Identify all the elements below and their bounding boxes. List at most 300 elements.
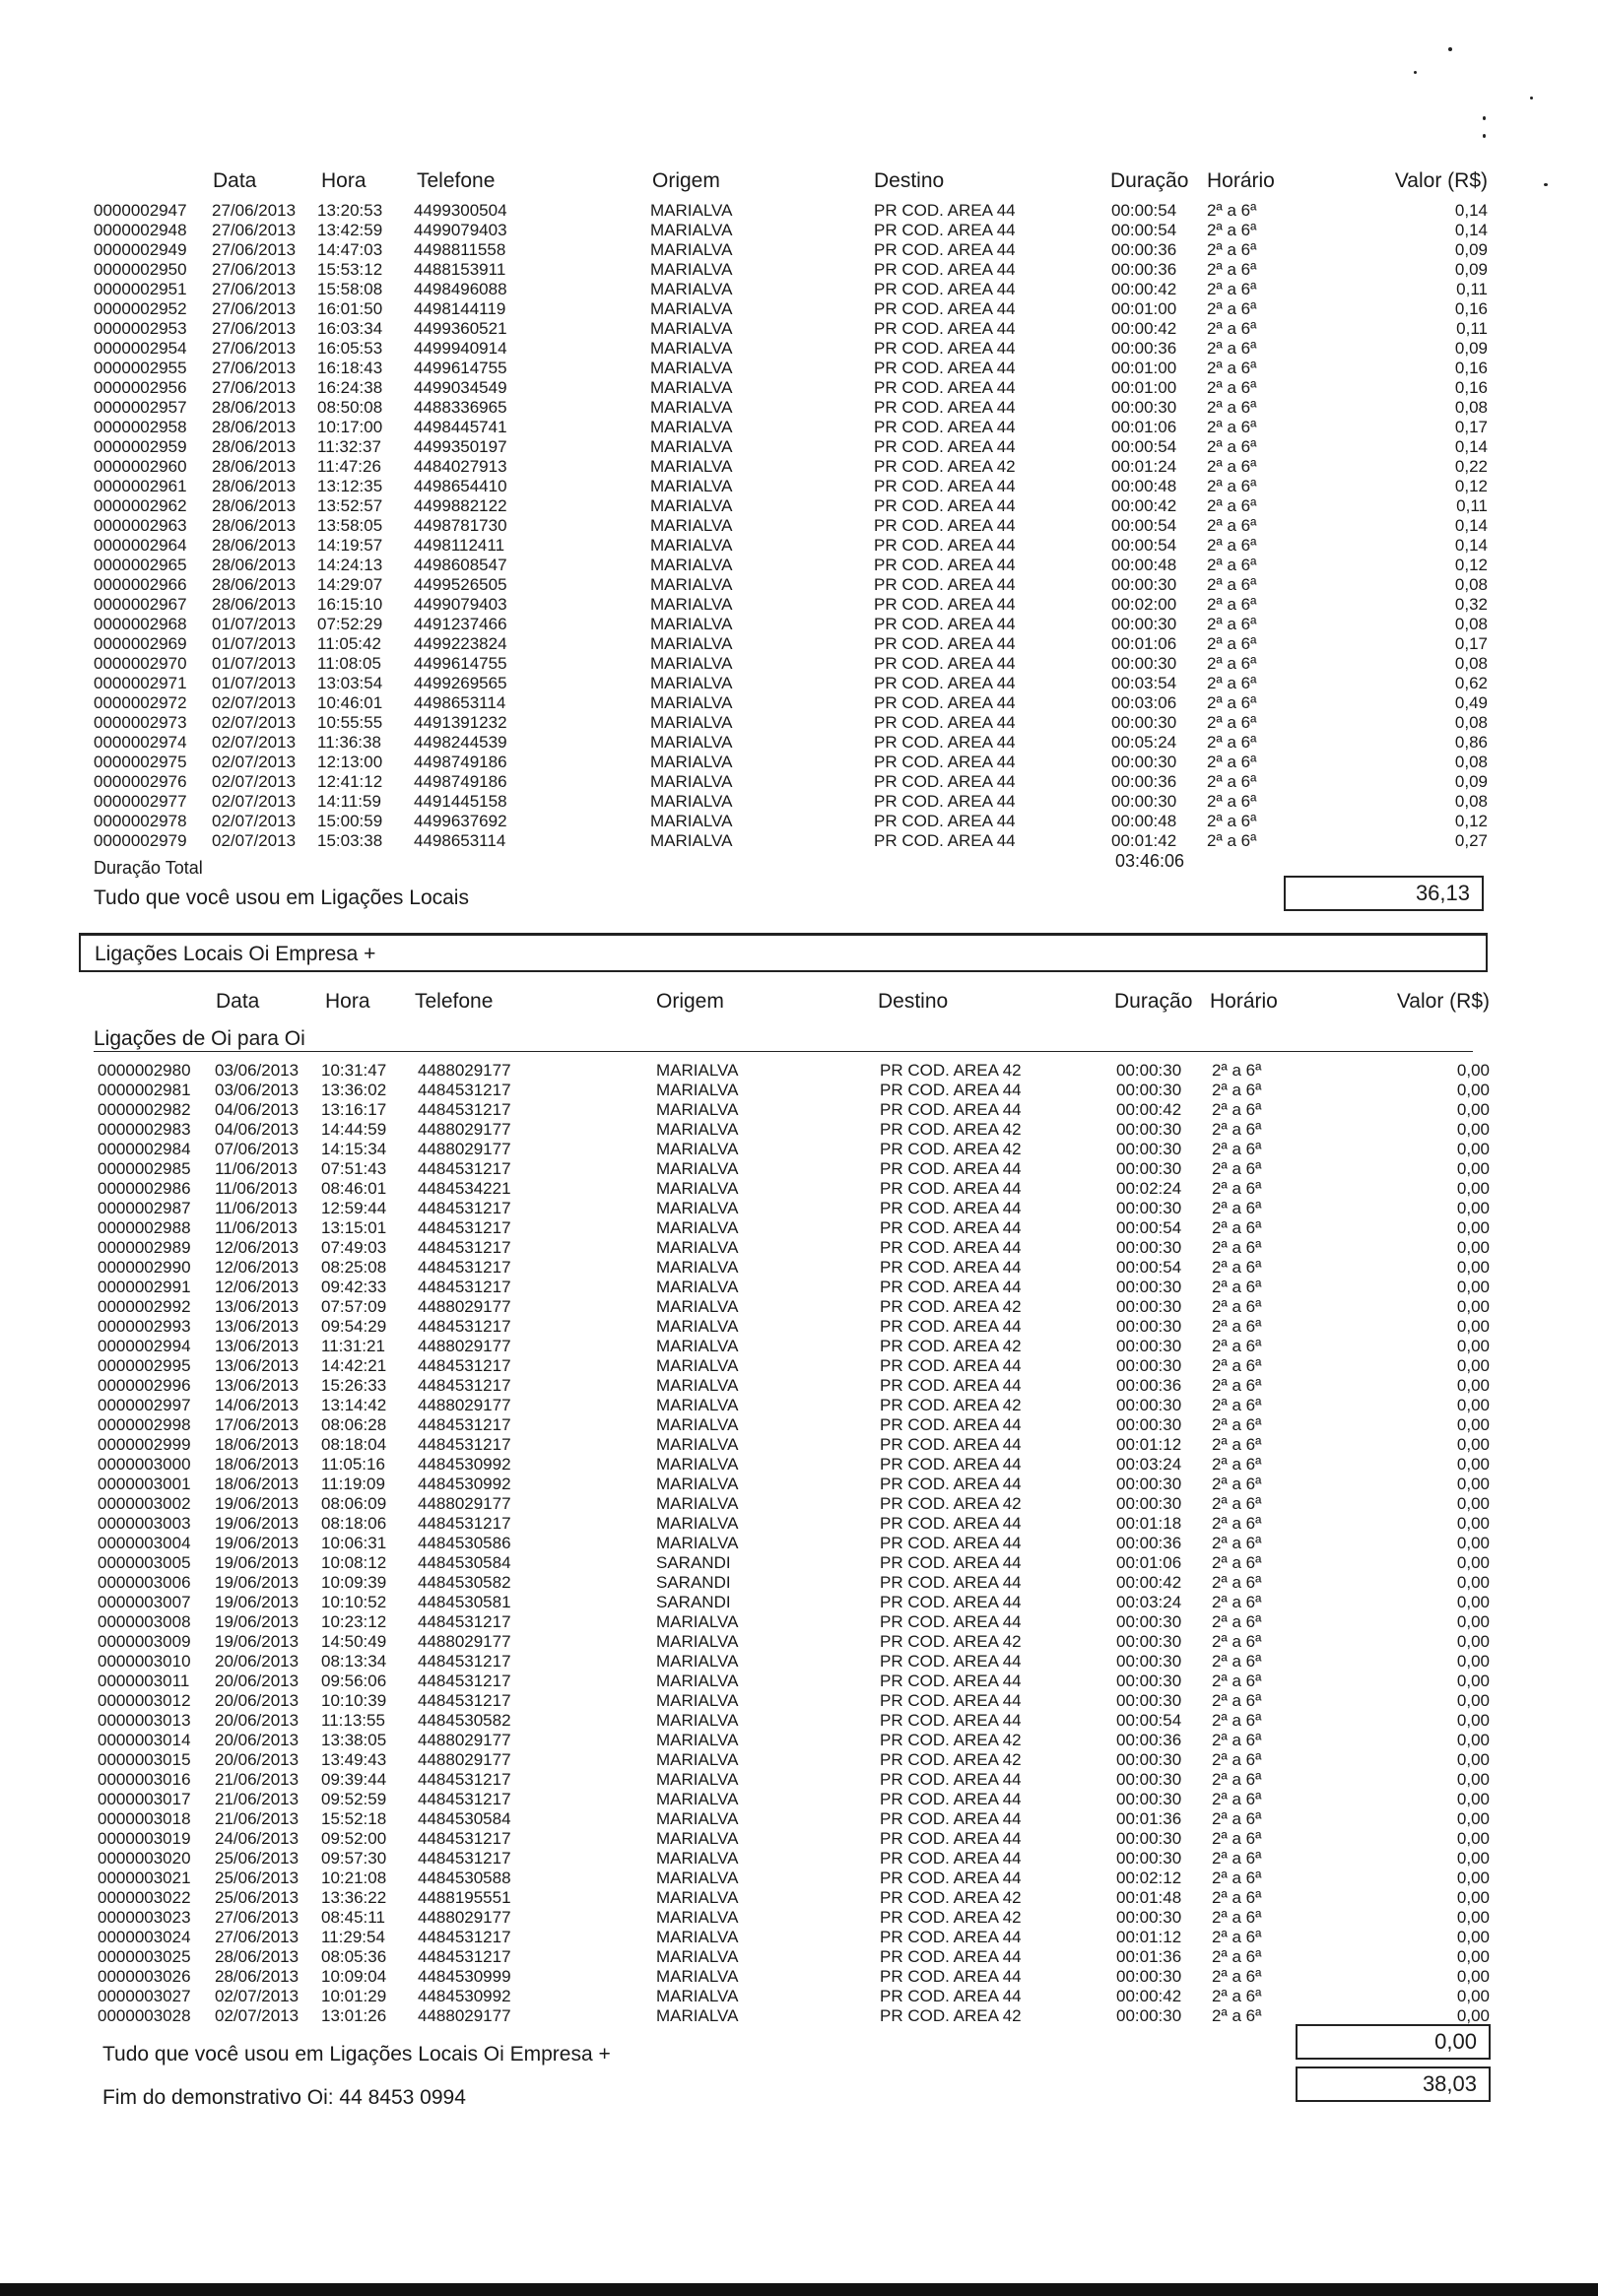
call-duration: 00:01:00 bbox=[1111, 378, 1177, 397]
call-schedule: 2ª a 6ª bbox=[1212, 1750, 1262, 1769]
call-phone: 4488153911 bbox=[414, 260, 506, 279]
call-schedule: 2ª a 6ª bbox=[1212, 1593, 1262, 1611]
call-phone: 4484531217 bbox=[418, 1218, 511, 1237]
call-time: 09:52:00 bbox=[321, 1829, 387, 1848]
call-origin: MARIALVA bbox=[656, 1514, 739, 1533]
table-row bbox=[0, 1691, 1598, 1711]
call-schedule: 2ª a 6ª bbox=[1212, 2006, 1262, 2025]
call-date: 20/06/2013 bbox=[215, 1711, 300, 1730]
call-id: 0000002990 bbox=[98, 1258, 191, 1277]
call-origin: MARIALVA bbox=[650, 792, 733, 811]
call-time: 09:42:33 bbox=[321, 1278, 387, 1296]
call-schedule: 2ª a 6ª bbox=[1212, 1376, 1262, 1395]
call-duration: 00:00:30 bbox=[1111, 654, 1177, 673]
call-duration: 00:00:30 bbox=[1111, 575, 1177, 594]
call-schedule: 2ª a 6ª bbox=[1212, 1061, 1262, 1080]
call-id: 0000002966 bbox=[94, 575, 187, 594]
call-destination: PR COD. AREA 44 bbox=[874, 201, 1016, 220]
table-row bbox=[0, 831, 1598, 851]
call-time: 09:52:59 bbox=[321, 1790, 387, 1808]
call-schedule: 2ª a 6ª bbox=[1207, 398, 1257, 417]
call-value: 0,00 bbox=[1456, 1455, 1490, 1474]
call-duration: 00:00:30 bbox=[1111, 792, 1177, 811]
call-phone: 4498811558 bbox=[414, 240, 506, 259]
call-date: 21/06/2013 bbox=[215, 1770, 300, 1789]
call-duration: 00:00:30 bbox=[1116, 1750, 1182, 1769]
call-value: 0,14 bbox=[1454, 437, 1488, 456]
table-row bbox=[0, 240, 1598, 260]
call-duration: 00:00:30 bbox=[1116, 1829, 1182, 1848]
call-origin: MARIALVA bbox=[650, 753, 733, 771]
scan-speck bbox=[1483, 116, 1486, 120]
call-origin: MARIALVA bbox=[656, 1061, 739, 1080]
call-origin: MARIALVA bbox=[656, 1435, 739, 1454]
call-value: 0,00 bbox=[1456, 1179, 1490, 1198]
call-phone: 4499034549 bbox=[414, 378, 507, 397]
call-destination: PR COD. AREA 44 bbox=[880, 1159, 1022, 1178]
table-row bbox=[0, 221, 1598, 240]
call-phone: 4484530584 bbox=[418, 1553, 511, 1572]
table-row bbox=[0, 457, 1598, 477]
call-destination: PR COD. AREA 44 bbox=[874, 418, 1016, 436]
call-origin: MARIALVA bbox=[656, 1120, 739, 1139]
call-id: 0000002987 bbox=[98, 1199, 191, 1217]
call-time: 15:52:18 bbox=[321, 1809, 387, 1828]
call-destination: PR COD. AREA 42 bbox=[880, 1494, 1022, 1513]
call-origin: MARIALVA bbox=[650, 496, 733, 515]
call-origin: MARIALVA bbox=[656, 1317, 739, 1336]
call-time: 12:13:00 bbox=[317, 753, 383, 771]
table-row bbox=[0, 1849, 1598, 1869]
call-duration: 00:00:30 bbox=[1116, 1159, 1182, 1178]
call-value: 0,00 bbox=[1456, 1278, 1490, 1296]
call-duration: 00:05:24 bbox=[1111, 733, 1177, 752]
call-id: 0000002965 bbox=[94, 556, 187, 574]
call-value: 0,08 bbox=[1454, 713, 1488, 732]
call-destination: PR COD. AREA 44 bbox=[880, 1100, 1022, 1119]
call-origin: MARIALVA bbox=[650, 595, 733, 614]
call-destination: PR COD. AREA 44 bbox=[880, 1612, 1022, 1631]
call-destination: PR COD. AREA 44 bbox=[874, 240, 1016, 259]
call-destination: PR COD. AREA 44 bbox=[880, 1849, 1022, 1868]
call-id: 0000002974 bbox=[94, 733, 187, 752]
call-duration: 00:00:30 bbox=[1116, 1849, 1182, 1868]
call-duration: 00:00:30 bbox=[1116, 1770, 1182, 1789]
call-date: 01/07/2013 bbox=[212, 615, 297, 633]
call-value: 0,00 bbox=[1456, 1691, 1490, 1710]
call-origin: MARIALVA bbox=[656, 1731, 739, 1749]
call-value: 0,12 bbox=[1454, 556, 1488, 574]
call-destination: PR COD. AREA 44 bbox=[880, 1238, 1022, 1257]
call-id: 0000002964 bbox=[94, 536, 187, 555]
call-origin: MARIALVA bbox=[650, 418, 733, 436]
call-phone: 4484531217 bbox=[418, 1435, 511, 1454]
call-duration: 00:00:30 bbox=[1116, 1494, 1182, 1513]
call-time: 09:57:30 bbox=[321, 1849, 387, 1868]
call-destination: PR COD. AREA 44 bbox=[874, 713, 1016, 732]
call-phone: 4484531217 bbox=[418, 1199, 511, 1217]
call-value: 0,00 bbox=[1456, 2006, 1490, 2025]
call-date: 28/06/2013 bbox=[212, 477, 297, 495]
call-id: 0000002984 bbox=[98, 1140, 191, 1158]
call-date: 02/07/2013 bbox=[212, 831, 297, 850]
call-origin: MARIALVA bbox=[650, 201, 733, 220]
call-date: 27/06/2013 bbox=[212, 319, 297, 338]
call-value: 0,09 bbox=[1454, 772, 1488, 791]
col-destino: Destino bbox=[874, 169, 945, 192]
col-hora: Hora bbox=[321, 169, 366, 192]
call-id: 0000003008 bbox=[98, 1612, 191, 1631]
call-duration: 00:00:30 bbox=[1116, 1140, 1182, 1158]
call-origin: MARIALVA bbox=[656, 1475, 739, 1493]
call-time: 08:18:06 bbox=[321, 1514, 387, 1533]
call-phone: 4488029177 bbox=[418, 1731, 511, 1749]
call-phone: 4484531217 bbox=[418, 1415, 511, 1434]
call-duration: 00:00:54 bbox=[1116, 1711, 1182, 1730]
call-time: 14:29:07 bbox=[317, 575, 383, 594]
call-phone: 4484027913 bbox=[414, 457, 507, 476]
call-origin: MARIALVA bbox=[656, 1258, 739, 1277]
call-origin: MARIALVA bbox=[656, 1081, 739, 1099]
call-value: 0,00 bbox=[1456, 1711, 1490, 1730]
call-schedule: 2ª a 6ª bbox=[1207, 359, 1257, 377]
col-telefone: Telefone bbox=[415, 990, 494, 1013]
call-origin: MARIALVA bbox=[656, 1396, 739, 1414]
call-id: 0000002957 bbox=[94, 398, 187, 417]
call-destination: PR COD. AREA 44 bbox=[874, 339, 1016, 358]
call-schedule: 2ª a 6ª bbox=[1212, 1691, 1262, 1710]
call-phone: 4484531217 bbox=[418, 1376, 511, 1395]
table-row bbox=[0, 1278, 1598, 1297]
call-schedule: 2ª a 6ª bbox=[1212, 1415, 1262, 1434]
call-schedule: 2ª a 6ª bbox=[1212, 1356, 1262, 1375]
call-duration: 00:03:24 bbox=[1116, 1593, 1182, 1611]
table-row bbox=[0, 1159, 1598, 1179]
call-value: 0,00 bbox=[1456, 1297, 1490, 1316]
call-origin: MARIALVA bbox=[656, 1376, 739, 1395]
call-time: 10:10:39 bbox=[321, 1691, 387, 1710]
call-duration: 00:00:30 bbox=[1116, 1691, 1182, 1710]
table-row bbox=[0, 1317, 1598, 1337]
table-row bbox=[0, 260, 1598, 280]
call-phone: 4499079403 bbox=[414, 595, 507, 614]
call-destination: PR COD. AREA 44 bbox=[880, 1278, 1022, 1296]
call-phone: 4484530582 bbox=[418, 1573, 511, 1592]
call-value: 0,00 bbox=[1456, 1790, 1490, 1808]
call-value: 0,00 bbox=[1456, 1750, 1490, 1769]
call-origin: SARANDI bbox=[656, 1593, 731, 1611]
call-value: 0,11 bbox=[1456, 496, 1488, 515]
call-date: 19/06/2013 bbox=[215, 1632, 300, 1651]
call-date: 13/06/2013 bbox=[215, 1317, 300, 1336]
call-value: 0,32 bbox=[1454, 595, 1488, 614]
call-schedule: 2ª a 6ª bbox=[1207, 516, 1257, 535]
call-time: 11:47:26 bbox=[317, 457, 381, 476]
call-schedule: 2ª a 6ª bbox=[1207, 339, 1257, 358]
call-phone: 4484531217 bbox=[418, 1770, 511, 1789]
call-duration: 00:00:30 bbox=[1116, 1238, 1182, 1257]
call-id: 0000003027 bbox=[98, 1987, 191, 2005]
call-id: 0000003012 bbox=[98, 1691, 191, 1710]
duracao-total-label: Duração Total bbox=[94, 858, 203, 878]
call-id: 0000003026 bbox=[98, 1967, 191, 1986]
call-duration: 00:00:42 bbox=[1111, 280, 1177, 298]
call-phone: 4488029177 bbox=[418, 2006, 511, 2025]
call-destination: PR COD. AREA 44 bbox=[880, 1790, 1022, 1808]
call-id: 0000002996 bbox=[98, 1376, 191, 1395]
call-time: 10:55:55 bbox=[317, 713, 383, 732]
call-schedule: 2ª a 6ª bbox=[1207, 201, 1257, 220]
call-date: 20/06/2013 bbox=[215, 1750, 300, 1769]
call-phone: 4499637692 bbox=[414, 812, 507, 830]
call-time: 12:41:12 bbox=[317, 772, 383, 791]
call-value: 0,00 bbox=[1456, 1652, 1490, 1671]
call-id: 0000002986 bbox=[98, 1179, 191, 1198]
table-row bbox=[0, 1061, 1598, 1081]
call-origin: MARIALVA bbox=[656, 2006, 739, 2025]
call-phone: 4499269565 bbox=[414, 674, 507, 692]
call-duration: 00:01:00 bbox=[1111, 359, 1177, 377]
call-value: 0,22 bbox=[1454, 457, 1488, 476]
call-phone: 4491445158 bbox=[414, 792, 507, 811]
call-date: 28/06/2013 bbox=[212, 398, 297, 417]
call-schedule: 2ª a 6ª bbox=[1212, 1081, 1262, 1099]
call-origin: MARIALVA bbox=[656, 1159, 739, 1178]
call-origin: MARIALVA bbox=[656, 1494, 739, 1513]
call-phone: 4488029177 bbox=[418, 1632, 511, 1651]
call-value: 0,09 bbox=[1454, 260, 1488, 279]
call-value: 0,08 bbox=[1454, 792, 1488, 811]
call-value: 0,14 bbox=[1454, 201, 1488, 220]
call-duration: 00:00:30 bbox=[1116, 1967, 1182, 1986]
call-origin: MARIALVA bbox=[656, 1849, 739, 1868]
table-row bbox=[0, 1632, 1598, 1652]
call-value: 0,11 bbox=[1456, 319, 1488, 338]
call-origin: MARIALVA bbox=[650, 477, 733, 495]
call-schedule: 2ª a 6ª bbox=[1212, 1869, 1262, 1887]
call-origin: MARIALVA bbox=[650, 733, 733, 752]
table-row bbox=[0, 516, 1598, 536]
call-id: 0000002959 bbox=[94, 437, 187, 456]
call-date: 28/06/2013 bbox=[212, 418, 297, 436]
call-date: 27/06/2013 bbox=[212, 339, 297, 358]
col-horario: Horário bbox=[1210, 990, 1278, 1013]
call-schedule: 2ª a 6ª bbox=[1212, 1159, 1262, 1178]
col-duracao: Duração bbox=[1114, 990, 1193, 1013]
call-id: 0000003004 bbox=[98, 1534, 191, 1552]
call-origin: MARIALVA bbox=[656, 1908, 739, 1927]
call-phone: 4498144119 bbox=[414, 299, 506, 318]
call-origin: MARIALVA bbox=[656, 1337, 739, 1355]
call-date: 12/06/2013 bbox=[215, 1278, 300, 1296]
call-time: 13:20:53 bbox=[317, 201, 383, 220]
table-row bbox=[0, 398, 1598, 418]
call-value: 0,00 bbox=[1456, 1337, 1490, 1355]
call-destination: PR COD. AREA 44 bbox=[880, 1199, 1022, 1217]
call-duration: 00:01:18 bbox=[1116, 1514, 1182, 1533]
call-time: 13:12:35 bbox=[317, 477, 383, 495]
call-duration: 00:00:36 bbox=[1111, 260, 1177, 279]
call-date: 28/06/2013 bbox=[212, 516, 297, 535]
call-time: 09:56:06 bbox=[321, 1672, 387, 1690]
call-duration: 00:00:30 bbox=[1116, 1672, 1182, 1690]
call-schedule: 2ª a 6ª bbox=[1212, 1612, 1262, 1631]
call-schedule: 2ª a 6ª bbox=[1207, 615, 1257, 633]
call-destination: PR COD. AREA 44 bbox=[880, 1987, 1022, 2005]
call-time: 14:47:03 bbox=[317, 240, 383, 259]
call-duration: 00:00:54 bbox=[1111, 536, 1177, 555]
call-origin: MARIALVA bbox=[650, 772, 733, 791]
call-schedule: 2ª a 6ª bbox=[1207, 437, 1257, 456]
call-destination: PR COD. AREA 42 bbox=[874, 457, 1016, 476]
call-duration: 00:01:00 bbox=[1111, 299, 1177, 318]
call-id: 0000002977 bbox=[94, 792, 187, 811]
call-phone: 4484531217 bbox=[418, 1849, 511, 1868]
call-date: 27/06/2013 bbox=[212, 240, 297, 259]
call-time: 11:08:05 bbox=[317, 654, 381, 673]
call-id: 0000002949 bbox=[94, 240, 187, 259]
table-row bbox=[0, 1396, 1598, 1415]
call-origin: MARIALVA bbox=[656, 1987, 739, 2005]
call-id: 0000002961 bbox=[94, 477, 187, 495]
call-date: 11/06/2013 bbox=[215, 1218, 298, 1237]
call-destination: PR COD. AREA 44 bbox=[874, 831, 1016, 850]
call-schedule: 2ª a 6ª bbox=[1207, 418, 1257, 436]
call-time: 10:09:04 bbox=[321, 1967, 387, 1986]
table-row bbox=[0, 378, 1598, 398]
call-origin: SARANDI bbox=[656, 1553, 731, 1572]
call-time: 10:17:00 bbox=[317, 418, 383, 436]
call-destination: PR COD. AREA 44 bbox=[874, 674, 1016, 692]
col-data: Data bbox=[213, 169, 257, 192]
call-phone: 4484530992 bbox=[418, 1455, 511, 1474]
table-row bbox=[0, 733, 1598, 753]
table-row bbox=[0, 1218, 1598, 1238]
call-date: 02/07/2013 bbox=[212, 792, 297, 811]
section1-total-box: 36,13 bbox=[1284, 876, 1484, 911]
table-row bbox=[0, 792, 1598, 812]
call-schedule: 2ª a 6ª bbox=[1207, 240, 1257, 259]
call-phone: 4499940914 bbox=[414, 339, 507, 358]
call-date: 13/06/2013 bbox=[215, 1356, 300, 1375]
call-schedule: 2ª a 6ª bbox=[1212, 1770, 1262, 1789]
call-destination: PR COD. AREA 44 bbox=[874, 477, 1016, 495]
call-time: 09:39:44 bbox=[321, 1770, 387, 1789]
call-duration: 00:00:30 bbox=[1111, 713, 1177, 732]
call-phone: 4488029177 bbox=[418, 1750, 511, 1769]
call-duration: 00:01:36 bbox=[1116, 1809, 1182, 1828]
col-data: Data bbox=[216, 990, 260, 1013]
table-row bbox=[0, 1750, 1598, 1770]
call-origin: MARIALVA bbox=[656, 1278, 739, 1296]
call-id: 0000002948 bbox=[94, 221, 187, 239]
call-phone: 4484534221 bbox=[418, 1179, 511, 1198]
call-origin: MARIALVA bbox=[650, 378, 733, 397]
call-id: 0000002963 bbox=[94, 516, 187, 535]
call-duration: 00:00:42 bbox=[1111, 319, 1177, 338]
section2-summary-label: Tudo que você usou em Ligações Locais Oi Empresa + bbox=[102, 2043, 611, 2066]
call-duration: 00:00:30 bbox=[1116, 1317, 1182, 1336]
call-origin: MARIALVA bbox=[650, 812, 733, 830]
call-schedule: 2ª a 6ª bbox=[1212, 1711, 1262, 1730]
call-id: 0000003020 bbox=[98, 1849, 191, 1868]
call-id: 0000002995 bbox=[98, 1356, 191, 1375]
call-phone: 4484530581 bbox=[418, 1593, 511, 1611]
call-origin: MARIALVA bbox=[650, 831, 733, 850]
call-time: 12:59:44 bbox=[321, 1199, 387, 1217]
call-time: 08:25:08 bbox=[321, 1258, 387, 1277]
call-date: 27/06/2013 bbox=[215, 1928, 300, 1946]
call-id: 0000002958 bbox=[94, 418, 187, 436]
call-date: 27/06/2013 bbox=[212, 359, 297, 377]
call-value: 0,00 bbox=[1456, 1908, 1490, 1927]
call-id: 0000003014 bbox=[98, 1731, 191, 1749]
call-schedule: 2ª a 6ª bbox=[1212, 1337, 1262, 1355]
call-phone: 4498445741 bbox=[414, 418, 507, 436]
call-schedule: 2ª a 6ª bbox=[1212, 1731, 1262, 1749]
call-destination: PR COD. AREA 44 bbox=[874, 280, 1016, 298]
call-destination: PR COD. AREA 44 bbox=[880, 1415, 1022, 1434]
table-row bbox=[0, 1415, 1598, 1435]
call-id: 0000002954 bbox=[94, 339, 187, 358]
call-date: 12/06/2013 bbox=[215, 1238, 300, 1257]
call-schedule: 2ª a 6ª bbox=[1207, 556, 1257, 574]
call-duration: 00:00:30 bbox=[1116, 1199, 1182, 1217]
call-value: 0,00 bbox=[1456, 1928, 1490, 1946]
call-id: 0000003000 bbox=[98, 1455, 191, 1474]
call-phone: 4484531217 bbox=[418, 1081, 511, 1099]
call-date: 02/07/2013 bbox=[212, 772, 297, 791]
call-id: 0000003005 bbox=[98, 1553, 191, 1572]
table-row bbox=[0, 1337, 1598, 1356]
call-value: 0,00 bbox=[1456, 1396, 1490, 1414]
call-id: 0000003009 bbox=[98, 1632, 191, 1651]
call-time: 10:08:12 bbox=[321, 1553, 387, 1572]
call-phone: 4488029177 bbox=[418, 1908, 511, 1927]
call-phone: 4498749186 bbox=[414, 753, 507, 771]
call-value: 0,00 bbox=[1456, 1218, 1490, 1237]
call-duration: 00:00:30 bbox=[1116, 1612, 1182, 1631]
call-schedule: 2ª a 6ª bbox=[1207, 713, 1257, 732]
call-origin: MARIALVA bbox=[650, 280, 733, 298]
call-origin: MARIALVA bbox=[650, 674, 733, 692]
call-schedule: 2ª a 6ª bbox=[1212, 1652, 1262, 1671]
call-phone: 4499614755 bbox=[414, 654, 507, 673]
call-schedule: 2ª a 6ª bbox=[1212, 1790, 1262, 1808]
call-value: 0,00 bbox=[1456, 1553, 1490, 1572]
call-value: 0,16 bbox=[1454, 299, 1488, 318]
call-origin: MARIALVA bbox=[656, 1888, 739, 1907]
call-id: 0000002952 bbox=[94, 299, 187, 318]
call-schedule: 2ª a 6ª bbox=[1207, 812, 1257, 830]
call-time: 10:46:01 bbox=[317, 693, 383, 712]
call-date: 25/06/2013 bbox=[215, 1869, 300, 1887]
call-date: 01/07/2013 bbox=[212, 654, 297, 673]
call-time: 15:58:08 bbox=[317, 280, 383, 298]
scan-speck bbox=[1530, 97, 1533, 99]
call-schedule: 2ª a 6ª bbox=[1207, 674, 1257, 692]
call-date: 27/06/2013 bbox=[212, 378, 297, 397]
call-duration: 00:02:12 bbox=[1116, 1869, 1182, 1887]
call-schedule: 2ª a 6ª bbox=[1212, 1632, 1262, 1651]
call-id: 0000002978 bbox=[94, 812, 187, 830]
table-row bbox=[0, 1376, 1598, 1396]
call-destination: PR COD. AREA 44 bbox=[874, 654, 1016, 673]
call-schedule: 2ª a 6ª bbox=[1207, 260, 1257, 279]
call-date: 28/06/2013 bbox=[215, 1967, 300, 1986]
call-time: 15:00:59 bbox=[317, 812, 383, 830]
call-time: 11:19:09 bbox=[321, 1475, 385, 1493]
